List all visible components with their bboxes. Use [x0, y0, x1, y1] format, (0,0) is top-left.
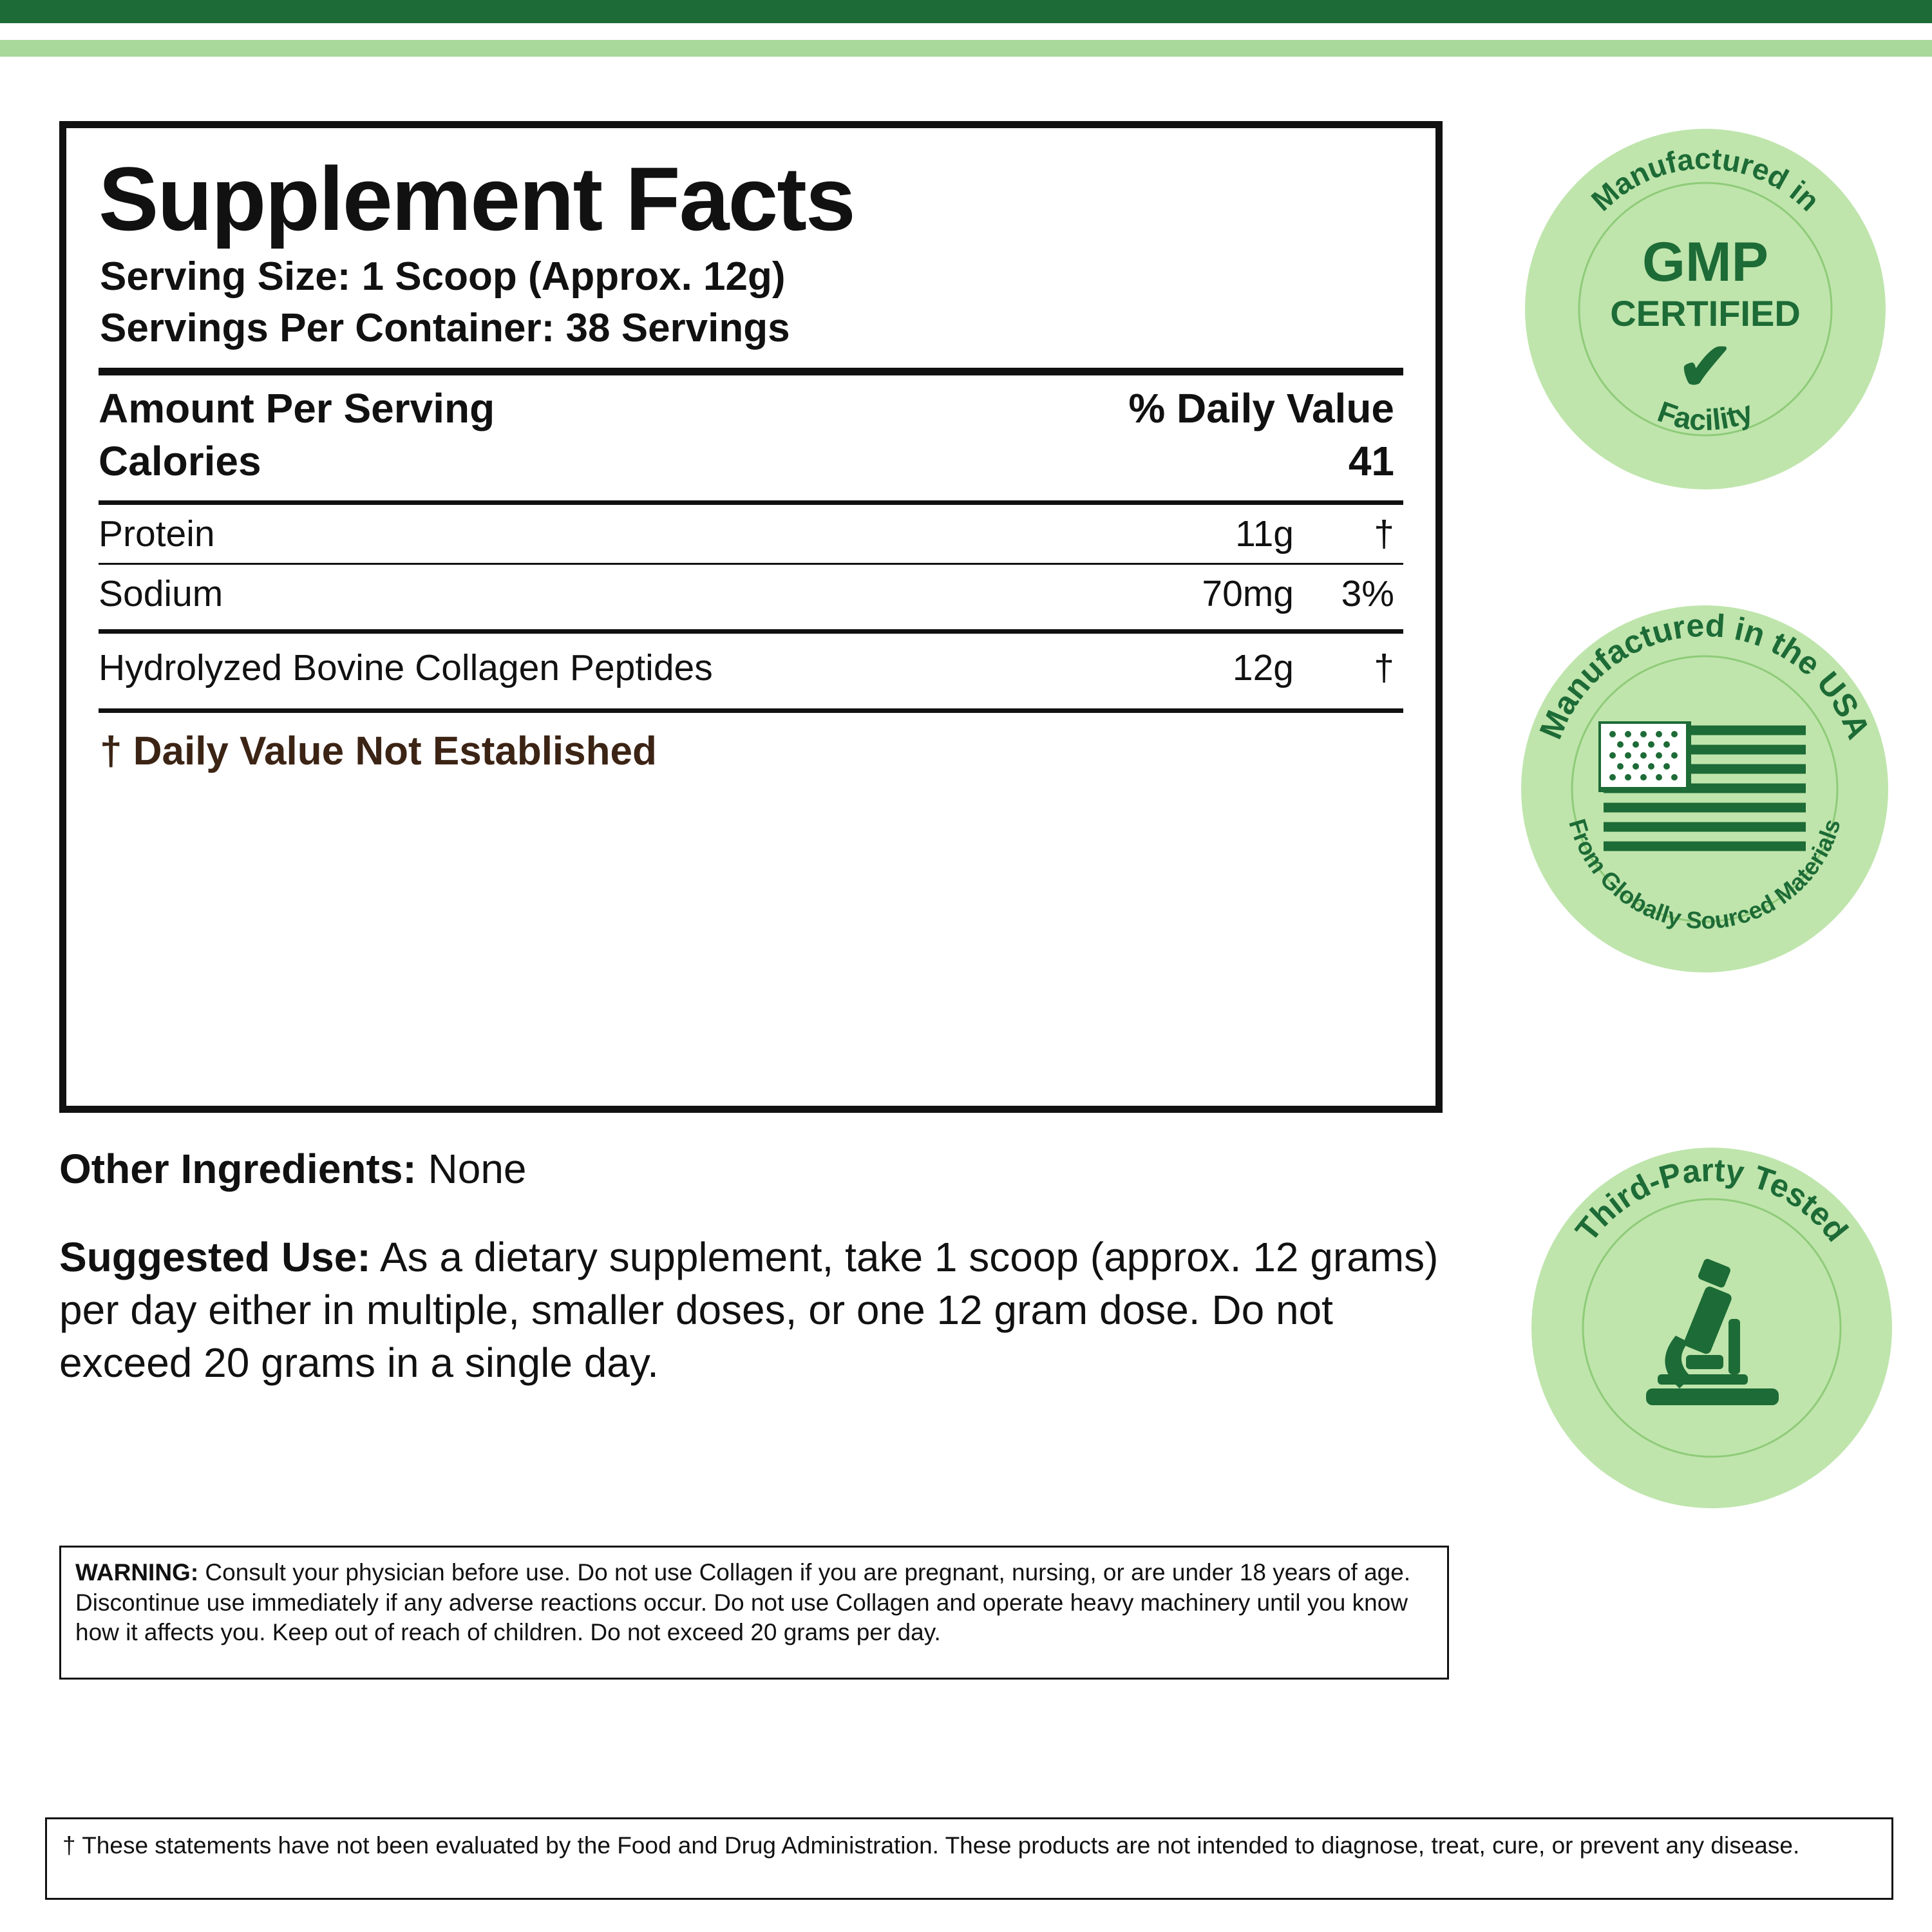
table-row — [99, 505, 1403, 563]
other-ingredients-label: Other Ingredients: — [59, 1146, 417, 1192]
nutrient-amount: 70mg — [1202, 573, 1294, 614]
warning-box — [59, 1546, 1449, 1680]
calories-label: Calories — [99, 437, 261, 484]
suggested-use-value: As a dietary supplement, take 1 scoop (approx. 12 grams) per day either in multiple, smaller doses, or one 12 gram dose. Do not exceed 20 grams in a single day. — [59, 1234, 1439, 1386]
divider-bottom — [99, 708, 1403, 713]
ingredient-dv: † — [1374, 647, 1394, 688]
warning-text: Consult your physician before use. Do not use Collagen if you are pregnant, nursing, or are under 18 years of age. Discontinue use immediately if any adverse reactions occur. Do not use Collagen and operate heavy machinery until you know how it affects you. Keep out of reach of children. Do not exceed 20 grams per day. — [75, 1559, 1411, 1646]
fda-disclaimer-box — [45, 1817, 1893, 1900]
calories-value: 41 — [1348, 437, 1394, 484]
top-dark-bar — [0, 0, 1932, 23]
table-row — [99, 565, 1403, 623]
nutrient-dv: 3% — [1341, 573, 1394, 614]
nutrient-amount: 11g — [1235, 513, 1294, 554]
gmp-certified-badge — [1525, 129, 1886, 489]
daily-value-note: † Daily Value Not Established — [100, 728, 657, 773]
daily-value-header: % Daily Value — [1128, 384, 1394, 431]
divider-before-ingredients — [99, 629, 1403, 634]
warning-label: WARNING: — [75, 1559, 199, 1586]
ingredient-amount: 12g — [1232, 647, 1294, 688]
suggested-use — [59, 1231, 1457, 1390]
gmp-sub-text: CERTIFIED — [1610, 293, 1801, 334]
svg-text:Manufactured in the USA: Manufactured in the USA — [1532, 607, 1877, 744]
divider-after-calories — [99, 500, 1403, 505]
servings-per-container: Servings Per Container: 38 Servings — [100, 305, 790, 350]
amount-per-serving-header: Amount Per Serving — [99, 384, 495, 431]
supplement-facts-panel — [59, 121, 1443, 1113]
calories-row — [99, 437, 1403, 494]
ingredient-name: Hydrolyzed Bovine Collagen Peptides — [99, 647, 713, 688]
suggested-use-label: Suggested Use: — [59, 1234, 371, 1280]
fda-disclaimer-text: † These statements have not been evaluated by the Food and Drug Administration. These products are not intended to diagnose, treat, cure, or prevent any disease. — [62, 1832, 1800, 1859]
checkmark-icon: ✔ — [1677, 330, 1734, 404]
svg-text:Third-Party Tested: Third-Party Tested — [1568, 1151, 1855, 1249]
nutrient-name: Protein — [99, 513, 215, 554]
top-light-bar — [0, 40, 1932, 57]
gmp-main-text: GMP — [1642, 231, 1768, 293]
made-in-usa-badge — [1521, 605, 1888, 972]
table-header-row — [99, 375, 1403, 437]
svg-text:Manufactured in: Manufactured in — [1584, 141, 1826, 218]
nutrient-name: Sodium — [99, 573, 223, 614]
other-ingredients — [59, 1145, 1450, 1193]
svg-text:From Globally Sourced Material: From Globally Sourced Materials — [1564, 815, 1846, 934]
third-party-tested-badge — [1531, 1148, 1892, 1508]
panel-title: Supplement Facts — [99, 148, 855, 249]
serving-size: Serving Size: 1 Scoop (Approx. 12g) — [100, 254, 786, 299]
svg-text:Facility: Facility — [1653, 394, 1757, 437]
divider-thick-top — [99, 368, 1403, 375]
table-row — [99, 634, 1403, 702]
other-ingredients-value: None — [416, 1146, 527, 1192]
nutrient-dv: † — [1374, 513, 1394, 554]
